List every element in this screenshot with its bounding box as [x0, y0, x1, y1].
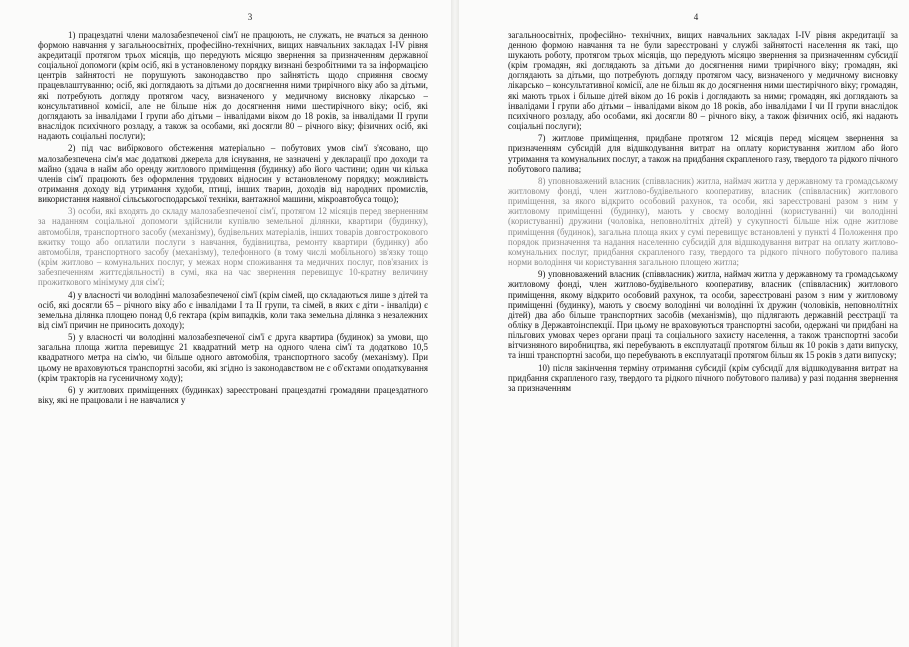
page-gutter	[451, 0, 459, 647]
paragraph-item-3: 3) особи, які входять до складу малозабезпеченої сім'ї, протягом 12 місяців перед зверненням за наданням соціальної допомоги здійснили купівлю земельної ділянки, квартири (будинку), автомобіля, транспортного засобу (механізму), будівельних матеріалів, інших товарів довгострокового вжитку тощо або оплатили послуги з навчання, будівництва, ремонту квартири (будинку) або автомобіля, транспортного засобу (механізму), телефонного (в тому числі мобільного) зв'язку тощо (крім житлово – комунальних послуг, у межах норм споживання та медичних послуг, пов'язаних із забезпеченням життєдіяльності) в сумі, яка на час звернення перевищує 10-кратну величину прожиткового мінімуму для сім'ї;	[38, 206, 428, 288]
paragraph-item-6-continued: загальноосвітніх, професійно- технічних, вищих навчальних закладах I-IV рівня акредитації за денною формою навчання та не були зареєстровані у службі зайнятості населення як такі, що шукають роботу, протягом трьох місяців, що передують місяцю звернення за призначенням субсидії (крім громадян, які доглядають за дітьми до досягнення ними трирічного віку; громадян, які доглядають за дітьми, що потребують догляду протягом часу, визначеного у медичному висновку лікарсько – консультативної комісії, але не більш як до досягнення ними шестирічного віку; громадян, які мають трьох і більше дітей віком до 16 років і доглядають за ними; громадян, які доглядають за інвалідами I групи або дітьми – інвалідами віком до 18 років, або інвалідами I чи II групи внаслідок психічного розладу, або особами, які досягли 80 – річного віку, а також фізичних осіб, які надають соціальні послуги);	[508, 30, 898, 131]
paragraph-item-8: 8) уповноважений власник (співвласник) житла, наймач житла у державному та громадському житловому фонді, член житлово-будівельного кооперативу, власник (співвласник) житлового приміщення, за якого відкрито особовий рахунок, та особи, які зареєстровані разом з ним у житловому приміщенні (будинку), мають у своєму володінні (користуванні) чи володінні (користуванні) дружини (чоловіка, неповнолітніх дітей) у сукупності більше ніж одне житлове приміщення (будинок), загальна площа яких у сумі перевищує встановлені у пункті 4 Положення про порядок призначення та надання населенню субсидій для відшкодування витрат на оплату житлово-комунальних послуг, придбання скрапленого газу, твердого та рідкого пічного побутового палива норми володіння чи користування загальною площею житла;	[508, 176, 898, 267]
paragraph-item-10: 10) після закінчення терміну отримання субсидії (крім субсидії для відшкодування витрат на придбання скрапленого газу, твердого та рідкого пічного побутового палива) у разі подання звернення за призначенням	[508, 362, 898, 393]
paragraph-item-5: 5) у власності чи володінні малозабезпеченої сім'ї є друга квартира (будинок) за умови, що загальна площа житла перевищує 21 квадратний метр на одного члена сім'ї та додатково 10,5 квадратного метра на сім'ю, чи більше одного автомобіля, транспортного засобу (механізму). При цьому не враховуються транспортні засоби, які згідно із законодавством не є об'єктами оподаткування (крім тракторів на гусеничному ходу);	[38, 332, 428, 383]
paragraph-item-2: 2) під час вибіркового обстеження матеріально – побутових умов сім'ї з'ясовано, що малозабезпечена сім'я має додаткові джерела для існування, не зазначені у декларації про доходи та майно (здача в найм або оренду житлового приміщення (будинку) або його частини; один чи кілька членів сім'ї працюють без оформлення трудових відносин у встановленому порядку; можливість отримання доходу від утримання худоби, птиці, інших тварин, доходів від народних промислів, використання наявної сільськогосподарської техніки, вантажної машини, мікроавтобуса тощо);	[38, 143, 428, 204]
page-right	[508, 30, 898, 640]
paragraph-item-6: 6) у житлових приміщеннях (будинках) зареєстровані працездатні громадяни працездатного віку, які не працювали і не навчалися у	[38, 385, 428, 406]
page-left	[38, 30, 428, 640]
page-number-left: 3	[247, 12, 253, 22]
paragraph-item-1: 1) працездатні члени малозабезпеченої сім'ї не працюють, не служать, не вчаться за денною формою навчання у загальноосвітніх, професійно-технічних, вищих навчальних закладах I-IV рівня акредитації протягом трьох місяців, що передують місяцю звернення за призначенням державної соціальної допомоги (крім осіб, які в установленому порядку визнані безробітними та за інформацією центрів зайнятості не порушують законодавство про зайнятість щодо сприяння своєму працевлаштуванню; осіб, які доглядають за дітьми до досягнення ними трирічного віку або за дітьми, які потребують догляду протягом часу, визначеного у медичному висновку лікарсько – консультативної комісії, але не більше ніж до досягнення ними шестирічного віку; осіб, які доглядають за інвалідами I групи або дітьми – інвалідами віком до 18 років, за інвалідами II групи внаслідок психічного розладу, а також за особами, які досягли 80 – річного віку; фізичних осіб, які надають соціальні послуги);	[38, 30, 428, 141]
page-number-right: 4	[693, 12, 699, 22]
paragraph-item-9: 9) уповноважений власник (співвласник) житла, наймач житла у державному та громадському житловому фонді, член житлово-будівельного кооперативу, власник (співвласник) житлового приміщення, якому відкрито особовий рахунок, та особи, зареєстровані разом з ним у житловому приміщенні (будинку), мають у своєму володінні чи володінні їх дружин (чоловіків, неповнолітніх дітей) два або більше транспортних засобів (механізмів), що підлягають державній реєстрації та обліку в Державтоінспекції. При цьому не враховуються транспортні засоби, одержані чи придбані на пільгових умовах через органи праці та соціального захисту населення, а також транспортні засоби вітчизняного виробництва, які перебувають в експлуатації протягом більш як 10 років з дати випуску, та інші транспортні засоби, що перебувають в експлуатації протягом більш як 15 років з дати випуску;	[508, 269, 898, 361]
paragraph-item-4: 4) у власності чи володінні малозабезпеченої сім'ї (крім сімей, що складаються лише з дітей та осіб, які досягли 65 – річного віку або є інвалідами I та II групи, та сімей, в яких є діти - інваліди) є земельна ділянка площею понад 0,6 гектара (крім випадків, коли така земельна ділянка з незалежних від сім'ї причин не приносить доходу);	[38, 289, 428, 330]
paragraph-item-7: 7) житлове приміщення, придбане протягом 12 місяців перед місяцем звернення за призначенням субсидій для відшкодування витрат на оплату користування житлом або його утримання та комунальних послуг, а також на придбання скрапленого газу, твердого та рідкого пічного побутового палива;	[508, 133, 898, 174]
